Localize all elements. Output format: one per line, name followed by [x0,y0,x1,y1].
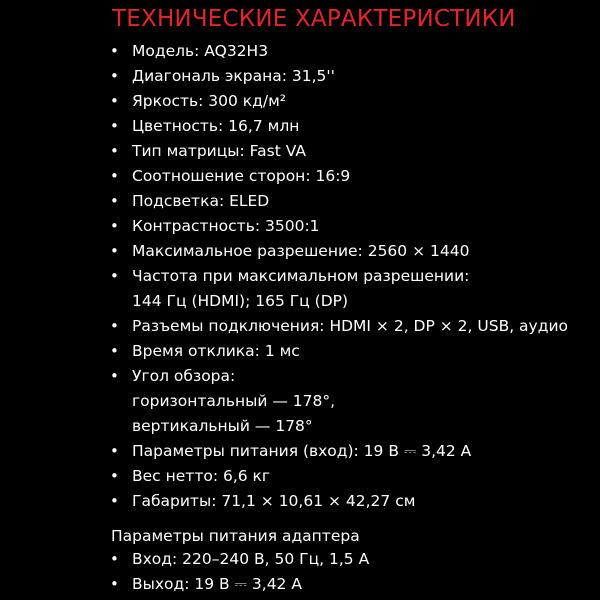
spec-line: • Подсветка: ELED [132,192,270,210]
spec-item-response-time [0,339,600,364]
adapter-item-output [0,572,600,597]
spec-line: • Угол обзора: [132,367,236,385]
spec-item-viewing-angle [0,364,600,439]
spec-item-diagonal [0,64,600,89]
spec-item-aspect-ratio [0,164,600,189]
spec-line: • Вес нетто: 6,6 кг [132,467,271,485]
spec-item-backlight [0,189,600,214]
spec-item-max-resolution [0,239,600,264]
spec-line: • Вход: 220–240 В, 50 Гц, 1,5 А [132,550,370,568]
spec-item-dimensions [0,489,600,514]
spec-line: • Тип матрицы: Fast VA [132,142,306,160]
adapter-item-input [0,547,600,572]
spec-item-power-input [0,439,600,464]
spec-line: • Диагональ экрана: 31,5'' [132,67,335,85]
spec-line: 144 Гц (HDMI); 165 Гц (DP) [132,292,349,310]
page-title: ТЕХНИЧЕСКИЕ ХАРАКТЕРИСТИКИ [112,6,516,32]
spec-line: • Выход: 19 В ⎓ 3,42 А [132,575,302,593]
spec-line: горизонтальный — 178°, [132,392,336,410]
spec-item-contrast [0,214,600,239]
spec-line: • Габариты: 71,1 × 10,61 × 42,27 см [132,492,416,510]
spec-item-ports [0,314,600,339]
spec-line: • Цветность: 16,7 млн [132,117,300,135]
spec-line: • Разъемы подключения: HDMI × 2, DP × 2, USB, аудио [132,317,569,335]
spec-line: • Время отклика: 1 мс [132,342,300,360]
spec-item-net-weight [0,464,600,489]
spec-line: • Модель: AQ32H3 [132,42,269,60]
spec-list [0,39,600,514]
spec-line: • Частота при максимальном разрешении: [132,267,470,285]
spec-item-brightness [0,89,600,114]
spec-item-matrix-type [0,139,600,164]
spec-line: • Контрастность: 3500:1 [132,217,320,235]
spec-line: • Параметры питания (вход): 19 В ⎓ 3,42 А [132,442,472,460]
spec-item-colors [0,114,600,139]
spec-line: • Максимальное разрешение: 2560 × 1440 [132,242,470,260]
spec-line: • Яркость: 300 кд/м² [132,92,287,110]
adapter-spec-list [0,547,600,597]
spec-item-model [0,39,600,64]
spec-line: вертикальный — 178° [132,417,313,435]
spec-item-refresh-rate [0,264,600,314]
spec-line: • Соотношение сторон: 16:9 [132,167,351,185]
adapter-heading: Параметры питания адаптера [111,527,360,545]
